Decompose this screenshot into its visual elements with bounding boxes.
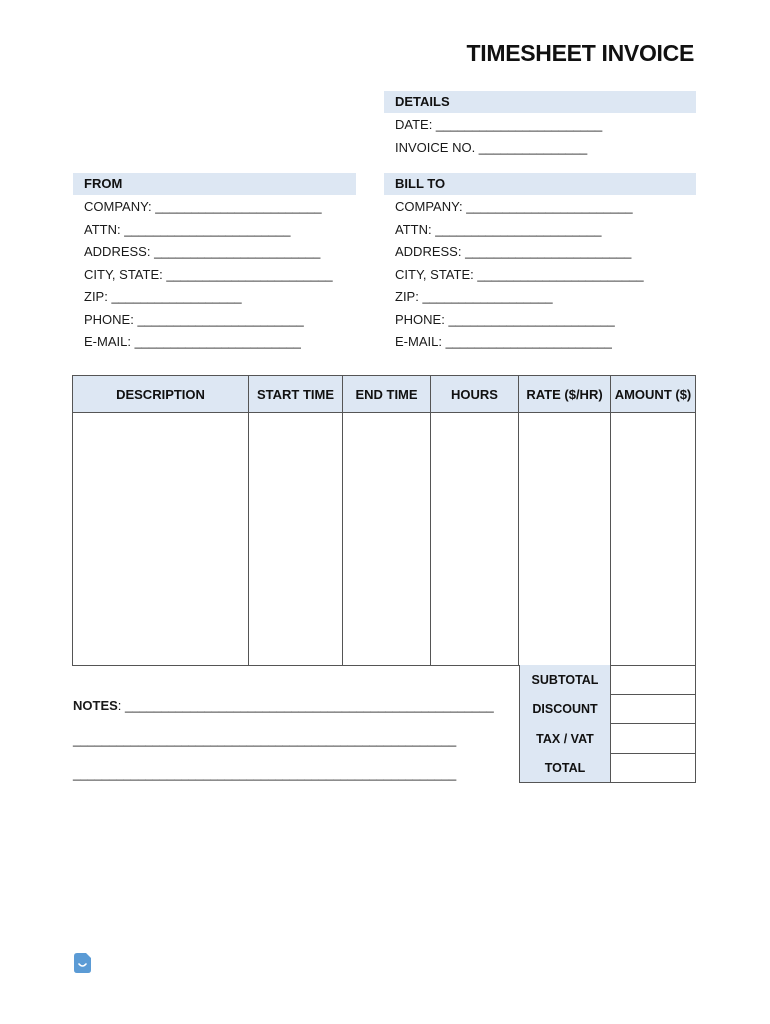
from-attn-field[interactable]: ATTN: _______________________ xyxy=(84,221,291,237)
bill-to-company-field[interactable]: COMPANY: _______________________ xyxy=(395,199,633,214)
amount-header: AMOUNT ($) xyxy=(611,376,695,413)
tax-label: TAX / VAT xyxy=(519,724,610,754)
end-time-column xyxy=(343,376,431,665)
from-phone-field[interactable]: PHONE: _______________________ xyxy=(84,311,304,327)
from-heading: FROM xyxy=(73,173,356,195)
rate-cell[interactable] xyxy=(519,413,610,665)
total-value[interactable] xyxy=(610,754,696,784)
end-time-cell[interactable] xyxy=(343,413,430,665)
timesheet-table xyxy=(72,375,696,666)
description-cell[interactable] xyxy=(73,413,248,665)
from-company-field[interactable]: COMPANY: _______________________ xyxy=(84,199,322,214)
subtotal-label: SUBTOTAL xyxy=(519,665,610,695)
bill-to-zip-field[interactable]: ZIP: __________________ xyxy=(395,289,553,304)
bill-to-section xyxy=(384,173,696,354)
discount-label: DISCOUNT xyxy=(519,695,610,725)
subtotal-row xyxy=(519,665,696,695)
start-time-cell[interactable] xyxy=(249,413,342,665)
description-header: DESCRIPTION xyxy=(73,376,248,413)
document-template-logo-icon xyxy=(74,953,91,973)
bill-to-email-field[interactable]: E-MAIL: _______________________ xyxy=(395,334,612,349)
tax-row xyxy=(519,724,696,754)
details-heading: DETAILS xyxy=(384,91,696,113)
bill-to-address-field[interactable]: ADDRESS: _______________________ xyxy=(395,244,632,259)
start-time-column xyxy=(249,376,343,665)
totals-block xyxy=(519,665,696,783)
details-section xyxy=(384,91,696,159)
hours-column xyxy=(431,376,519,665)
bill-to-city-state-field[interactable]: CITY, STATE: _______________________ xyxy=(395,266,644,282)
notes-label: NOTES xyxy=(73,698,118,713)
from-city-state-field[interactable]: CITY, STATE: _______________________ xyxy=(84,266,333,282)
from-email-field[interactable]: E-MAIL: _______________________ xyxy=(84,334,301,349)
notes-line-1[interactable] xyxy=(73,695,494,729)
from-address-field[interactable]: ADDRESS: _______________________ xyxy=(84,244,321,259)
page-title: TIMESHEET INVOICE xyxy=(466,40,694,66)
description-column xyxy=(73,376,249,665)
end-time-header: END TIME xyxy=(343,376,430,413)
tax-value[interactable] xyxy=(610,724,696,754)
hours-cell[interactable] xyxy=(431,413,518,665)
discount-value[interactable] xyxy=(610,695,696,725)
notes-line-2[interactable]: _____________________________________________________ xyxy=(73,732,457,747)
from-section xyxy=(73,173,356,354)
amount-cell[interactable] xyxy=(611,413,695,665)
total-row xyxy=(519,754,696,784)
hours-header: HOURS xyxy=(431,376,518,413)
start-time-header: START TIME xyxy=(249,376,342,413)
bill-to-phone-field[interactable]: PHONE: _______________________ xyxy=(395,311,615,327)
discount-row xyxy=(519,695,696,725)
total-label: TOTAL xyxy=(519,754,610,784)
bill-to-attn-field[interactable]: ATTN: _______________________ xyxy=(395,221,602,237)
subtotal-value[interactable] xyxy=(610,665,696,695)
amount-column xyxy=(611,376,695,665)
from-zip-field[interactable]: ZIP: __________________ xyxy=(84,289,242,304)
notes-line-1-text: : ___________________________________________________ xyxy=(117,698,494,713)
notes-section xyxy=(73,695,494,797)
invoice-no-field[interactable]: INVOICE NO. _______________ xyxy=(395,139,588,155)
rate-column xyxy=(519,376,611,665)
rate-header: RATE ($/HR) xyxy=(519,376,610,413)
bill-to-heading: BILL TO xyxy=(384,173,696,195)
notes-line-3[interactable]: _____________________________________________________ xyxy=(73,766,457,781)
date-field[interactable]: DATE: _______________________ xyxy=(395,117,603,132)
